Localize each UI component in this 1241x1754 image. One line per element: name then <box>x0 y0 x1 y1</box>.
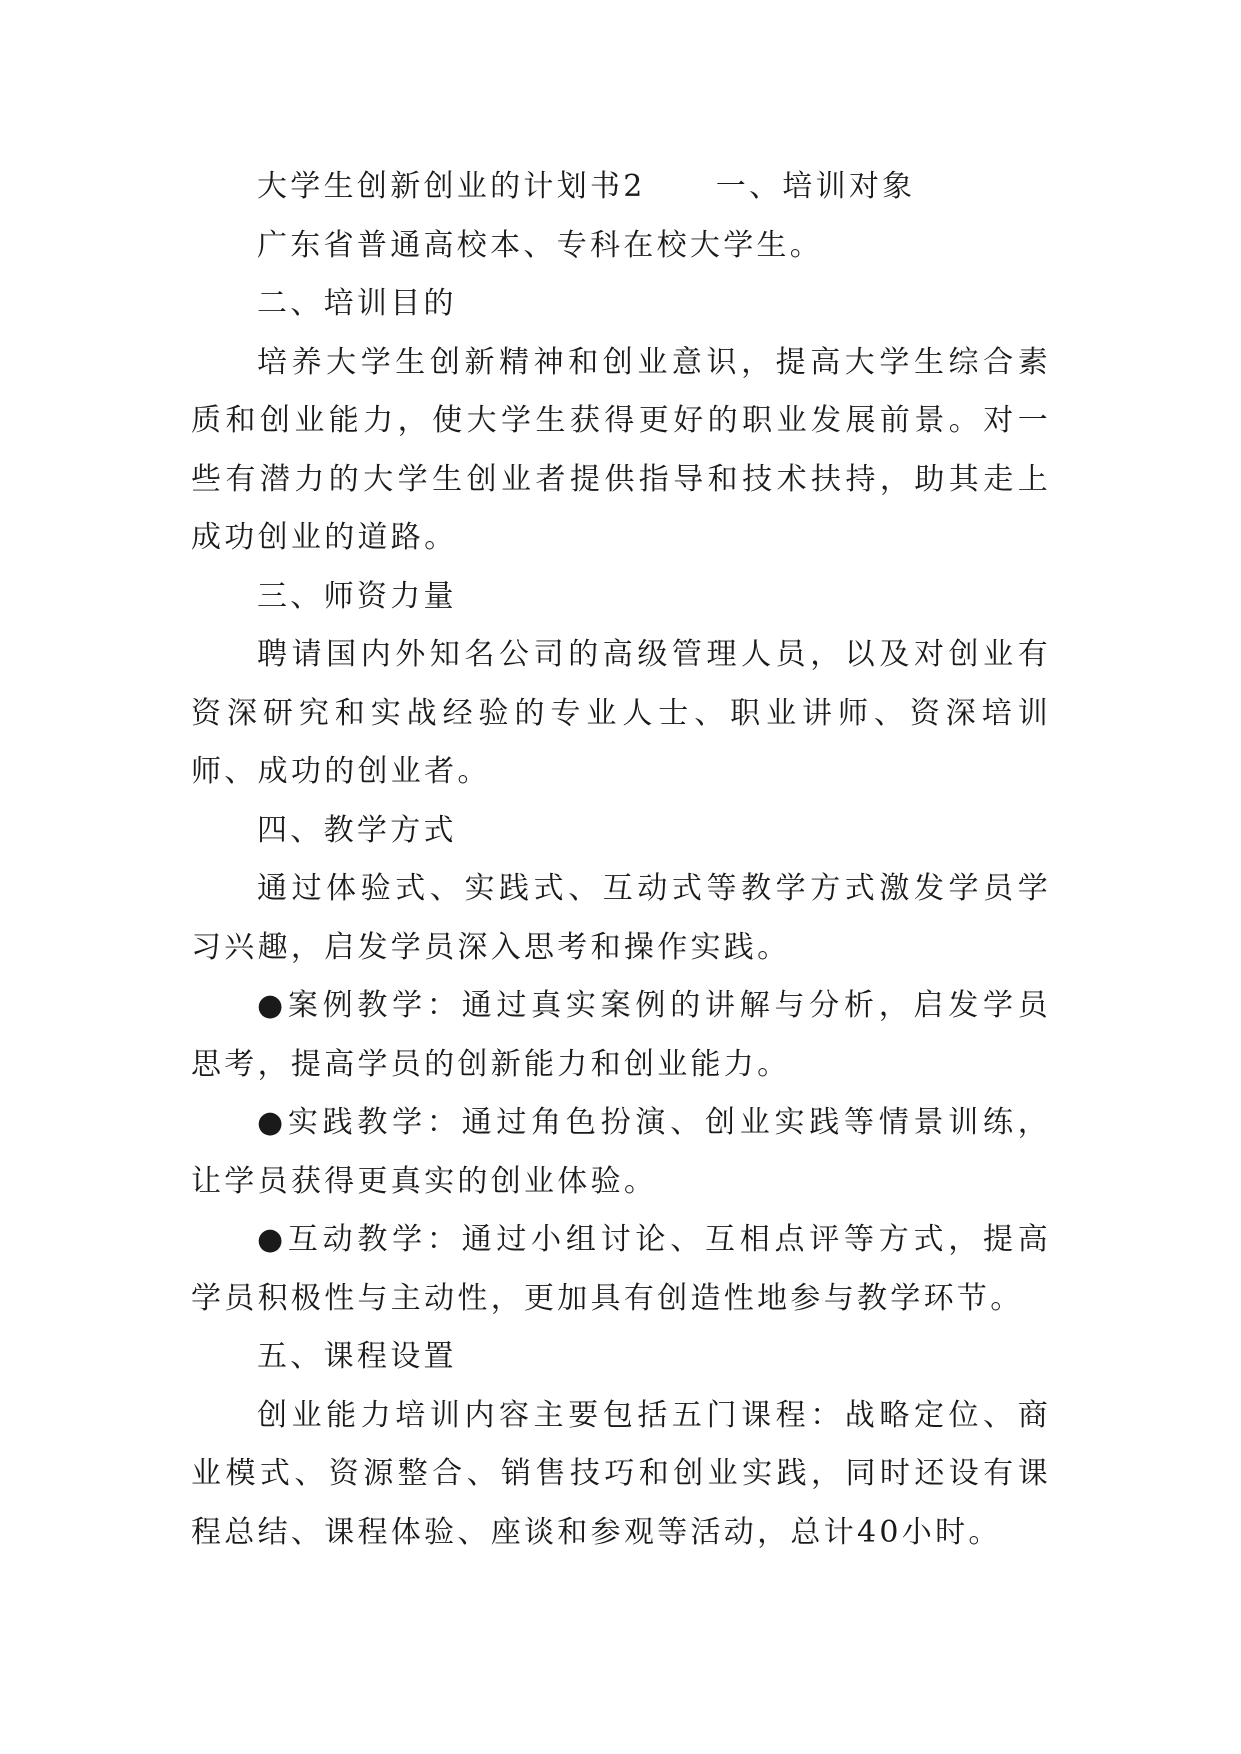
bullet-interactive-teaching: ●互动教学：通过小组讨论、互相点评等方式，提高学员积极性与主动性，更加具有创造性地参与教学环节。 <box>191 1222 1051 1316</box>
heading-training-target: 一、培训对象 <box>715 169 916 204</box>
bullet-case-teaching: ●案例教学：通过真实案例的讲解与分析，启发学员思考，提高学员的创新能力和创业能力。 <box>191 988 1051 1082</box>
paragraph-teaching-method: 通过体验式、实践式、互动式等教学方式激发学员学习兴趣，启发学员深入思考和操作实践。 <box>191 871 1051 965</box>
paragraph-target-audience: 广东省普通高校本、专科在校大学生。 <box>257 227 824 263</box>
paragraph-course-setup: 创业能力培训内容主要包括五门课程：战略定位、商业模式、资源整合、销售技巧和创业实践，同时还设有课程总结、课程体验、座谈和参观等活动，总计40小时。 <box>191 1397 1051 1550</box>
document-title: 大学生创新创业的计划书2 <box>257 169 646 204</box>
paragraph-training-purpose: 培养大学生创新精神和创业意识，提高大学生综合素质和创业能力，使大学生获得更好的职业发展前景。对一些有潜力的大学生创业者提供指导和技术扶持，助其走上成功创业的道路。 <box>191 344 1051 555</box>
document-page <box>191 158 1051 1562</box>
heading-teaching-method: 四、教学方式 <box>257 812 457 848</box>
title-line <box>191 158 1051 217</box>
heading-training-purpose: 二、培训目的 <box>257 286 457 321</box>
paragraph-faculty: 聘请国内外知名公司的高级管理人员，以及对创业有资深研究和实战经验的专业人士、职业讲师、资深培训师、成功的创业者。 <box>191 637 1051 789</box>
heading-course-setup: 五、课程设置 <box>257 1339 457 1374</box>
bullet-practice-teaching: ●实践教学：通过角色扮演、创业实践等情景训练，让学员获得更真实的创业体验。 <box>191 1105 1051 1199</box>
heading-faculty: 三、师资力量 <box>257 578 457 614</box>
